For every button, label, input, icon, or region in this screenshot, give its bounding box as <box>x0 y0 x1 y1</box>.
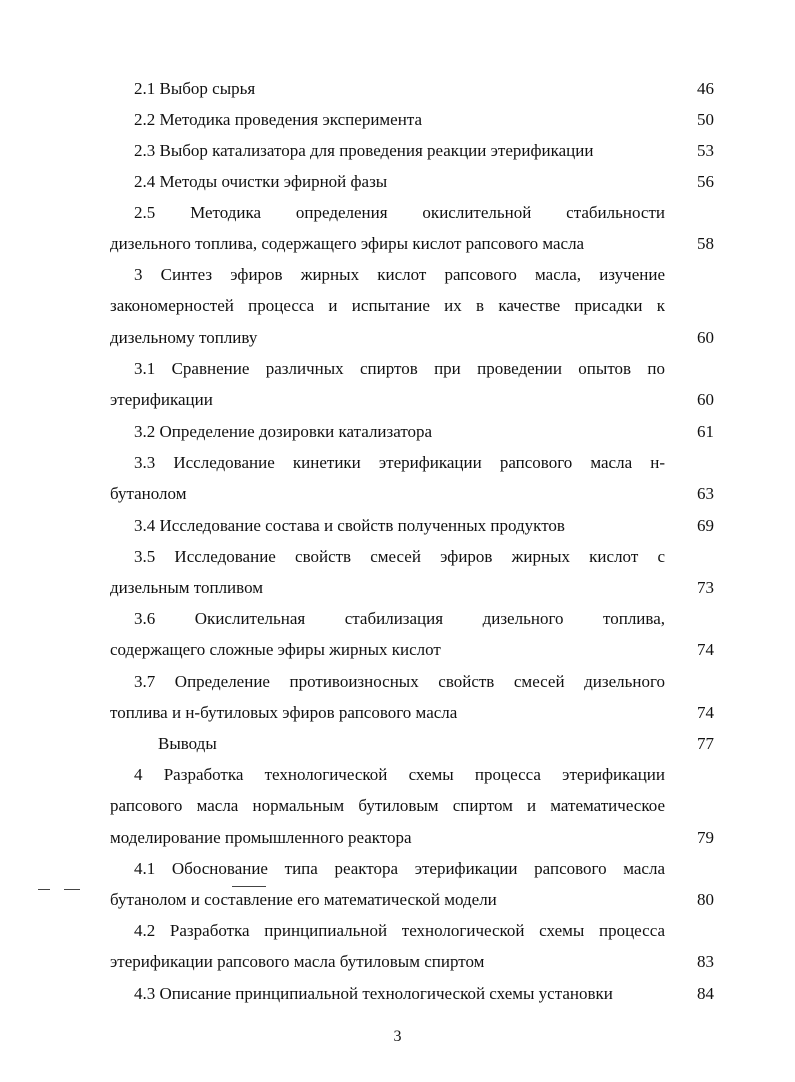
toc-entry-text-line: топлива и н-бутиловых эфиров рапсового масла <box>110 703 458 722</box>
toc-entry <box>110 859 714 910</box>
toc-page-number: 80 <box>697 890 714 909</box>
toc-entry-text-line: 3 Синтез эфиров жирных кислот рапсового масла, изучение <box>134 265 665 284</box>
toc-entry-text-line: закономерностей процесса и испытание их в качестве присадки к <box>110 296 665 315</box>
toc-entry-text-line: 4 Разработка технологической схемы процесса этерификации <box>134 765 665 784</box>
toc-page-number: 60 <box>697 328 714 347</box>
toc-entry <box>110 422 714 442</box>
toc-entry <box>110 672 714 723</box>
toc-page-number: 77 <box>697 734 714 753</box>
toc-page-number: 58 <box>697 234 714 253</box>
toc-entry-text-line: 3.1 Сравнение различных спиртов при проведении опытов по <box>134 359 665 378</box>
toc-entry-text-line: бутанолом <box>110 484 187 503</box>
toc-entry <box>110 110 714 130</box>
toc-page-number: 60 <box>697 390 714 409</box>
toc-entry <box>110 203 714 254</box>
page-number: 3 <box>393 1028 402 1045</box>
toc-entry <box>110 172 714 192</box>
toc-entry-text-line: 2.5 Методика определения окислительной стабильности <box>134 203 665 222</box>
toc-entry-text-line: этерификации рапсового масла бутиловым спиртом <box>110 952 485 971</box>
toc-entry <box>110 359 714 410</box>
toc-entry-text-line: 3.4 Исследование состава и свойств полученных продуктов <box>134 516 565 535</box>
toc-entry <box>110 609 714 660</box>
toc-page-number: 84 <box>697 984 714 1003</box>
toc-entry <box>110 547 714 598</box>
toc-entry-text-line: бутанолом и составление его математической модели <box>110 890 497 909</box>
toc-page-number: 79 <box>697 828 714 847</box>
toc-entry <box>110 921 714 972</box>
toc-entry-text-line: 2.1 Выбор сырья <box>134 79 256 98</box>
scan-artifact <box>64 889 80 890</box>
toc-entry <box>110 516 714 536</box>
toc-entry-text-line: содержащего сложные эфиры жирных кислот <box>110 640 441 659</box>
toc-entry-text-line: дизельному топливу <box>110 328 258 347</box>
toc-page-number: 74 <box>697 703 714 722</box>
toc-entry <box>110 734 714 754</box>
toc-entry <box>110 765 714 848</box>
toc-page-number: 73 <box>697 578 714 597</box>
toc-entry-text-line: этерификации <box>110 390 213 409</box>
toc-entry-text-line: дизельного топлива, содержащего эфиры кислот рапсового масла <box>110 234 585 253</box>
scan-artifact <box>232 886 266 887</box>
toc-entry <box>110 265 714 348</box>
toc-page-number: 56 <box>697 172 714 191</box>
toc-entry-text-line: 2.2 Методика проведения эксперимента <box>134 110 423 129</box>
toc-page-number: 83 <box>697 952 714 971</box>
toc-page-number: 53 <box>697 141 714 160</box>
toc-entry <box>110 453 714 504</box>
toc-entry-text-line: дизельным топливом <box>110 578 263 597</box>
toc-entry-text-line: моделирование промышленного реактора <box>110 828 412 847</box>
toc-entry-text-line: рапсового масла нормальным бутиловым спиртом и математическое <box>110 796 665 815</box>
toc-page-number: 69 <box>697 516 714 535</box>
toc-entry-text-line: 2.4 Методы очистки эфирной фазы <box>134 172 388 191</box>
toc-page-number: 61 <box>697 422 714 441</box>
toc-entry-text-line: 2.3 Выбор катализатора для проведения реакции этерификации <box>134 141 594 160</box>
toc-entry <box>110 141 714 161</box>
toc-entry-text-line: 3.2 Определение дозировки катализатора <box>134 422 433 441</box>
toc-entry-text-line: 3.7 Определение противоизносных свойств смесей дизельного <box>134 672 665 691</box>
toc-entry <box>110 984 714 1004</box>
toc-entry-text-line: 4.3 Описание принципиальной технологической схемы установки <box>134 984 613 1003</box>
toc-entry-text-line: 3.6 Окислительная стабилизация дизельного топлива, <box>134 609 665 628</box>
toc-entry-text-line: 3.3 Исследование кинетики этерификации рапсового масла н- <box>134 453 665 472</box>
scan-artifact <box>38 889 50 890</box>
toc-entry <box>110 79 714 99</box>
toc-page-number: 50 <box>697 110 714 129</box>
toc-page-number: 74 <box>697 640 714 659</box>
toc-entry-text-line: 4.1 Обоснование типа реактора этерификации рапсового масла <box>134 859 665 878</box>
toc-entry-text-line: 3.5 Исследование свойств смесей эфиров жирных кислот с <box>134 547 665 566</box>
toc-entry-text-line: Выводы <box>158 734 217 753</box>
toc-entry-text-line: 4.2 Разработка принципиальной технологической схемы процесса <box>134 921 665 940</box>
toc-page-number: 46 <box>697 79 714 98</box>
toc-page-number: 63 <box>697 484 714 503</box>
